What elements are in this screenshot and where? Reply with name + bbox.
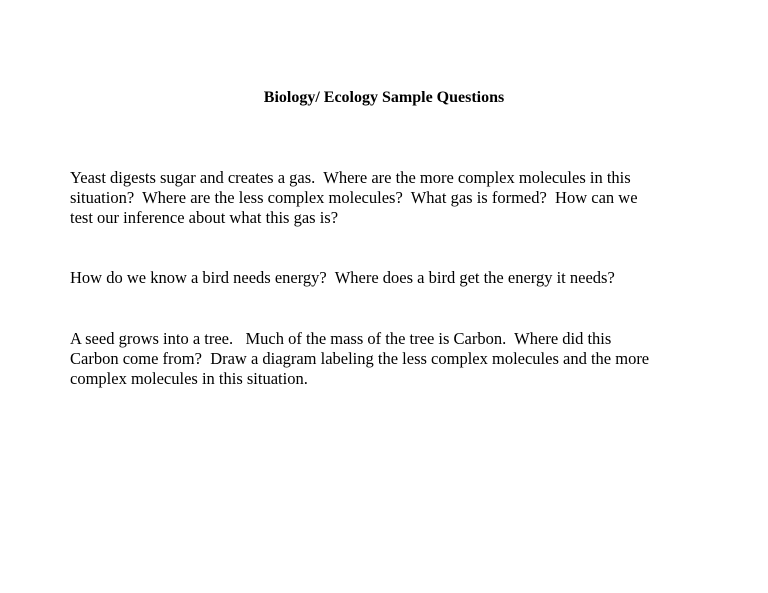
- question-line: situation? Where are the less complex molecules? What gas is formed? How can we: [70, 188, 638, 207]
- question-yeast: [70, 168, 710, 228]
- question-line: test our inference about what this gas is?: [70, 208, 339, 227]
- question-line: Yeast digests sugar and creates a gas. Where are the more complex molecules in this: [70, 168, 631, 187]
- question-seed: [70, 329, 710, 389]
- question-bird: [70, 268, 710, 288]
- question-line: A seed grows into a tree. Much of the mass of the tree is Carbon. Where did this: [70, 329, 612, 348]
- question-line: Carbon come from? Draw a diagram labeling the less complex molecules and the more: [70, 349, 650, 368]
- question-line: How do we know a bird needs energy? Where does a bird get the energy it needs?: [70, 268, 615, 287]
- question-line: complex molecules in this situation.: [70, 369, 308, 388]
- page-title: Biology/ Ecology Sample Questions: [263, 89, 505, 106]
